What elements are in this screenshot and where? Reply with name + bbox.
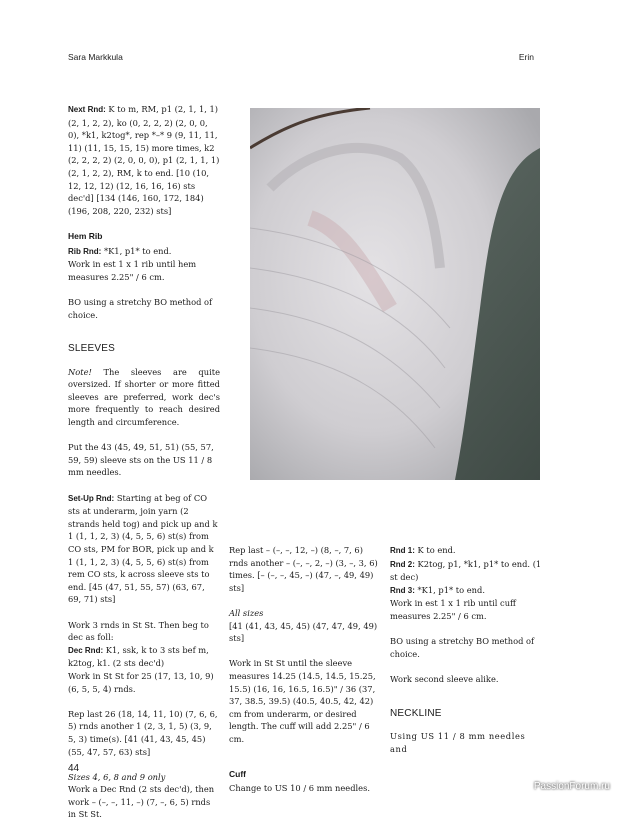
round-3-text: *K1, p1* to end. <box>414 584 485 595</box>
second-sleeve-paragraph: Work second sleeve alike. <box>390 673 499 684</box>
round-1-label: Rnd 1: <box>390 546 415 555</box>
round-2-text: K2tog, p1, *k1, p1* to end. (1 st dec) <box>390 558 542 583</box>
rib-work-paragraph: Work in est 1 x 1 rib until hem measures 2.25" / 6 cm. <box>68 259 197 282</box>
sweater-photo <box>250 108 540 480</box>
setup-round-text: Starting at beg of CO sts at underarm, join yarn (2 strands held tog) and pick up and k 1 (1, 1, 2, 3) (4, 5, 5, 6) st(s) from CO sts, PM for BOR, pick up and k 1 (1, 1, 2, 3) (4, 5, 5, 6) st(s) from rem CO sts, k across sleeve sts to end. [45 (47, 51, 55, 57) (63, 67, 69, 71) sts] <box>68 492 218 605</box>
note-label: Note! <box>68 366 92 377</box>
text-column-2 <box>229 544 381 795</box>
round-1-text: K to end. <box>414 545 456 555</box>
put-stitches-paragraph: Put the 43 (45, 49, 51, 51) (55, 57, 59, 59) sleeve sts on the US 11 / 8 mm needles. <box>68 442 214 478</box>
sleeves-heading: SLEEVES <box>68 343 115 355</box>
round-2-label: Rnd 2: <box>390 559 415 569</box>
round-2-line <box>390 558 542 584</box>
page-number: 44 <box>68 763 80 774</box>
dec-round-label: Dec Rnd: <box>68 645 104 655</box>
hem-rib-heading: Hem Rib <box>68 230 103 241</box>
note-text: The sleeves are quite oversized. If shorter or more fitted sleeves are preferred, work dec's more frequently to reach desired length and circumference. <box>68 366 220 428</box>
all-sizes-subheading: All sizes <box>229 607 264 618</box>
rib-round-line <box>68 245 220 259</box>
round-3-label: Rnd 3: <box>390 585 415 595</box>
rib-round-label: Rib Rnd: <box>68 246 102 256</box>
sweater-photo-art <box>250 108 540 480</box>
round-3-line <box>390 584 542 598</box>
neckline-heading: NECKLINE <box>390 707 442 719</box>
setup-round-paragraph <box>68 492 220 606</box>
work-length-paragraph: Work in St St until the sleeve measures 14.25 (14.5, 14.5, 15.25, 15.5) (16, 16, 16.5, 16.5)" / 36 (37, 37, 38.5, 39.5) (40.5, 40.5, 42, 42) cm from underarm, or desired length. The cuff will add 2.25" / 6 cm. <box>229 658 376 744</box>
cuff-rib-paragraph: Work in est 1 x 1 rib until cuff measures 2.25" / 6 cm. <box>390 598 516 621</box>
neckline-text: Using US 11 / 8 mm needles and <box>390 731 526 754</box>
next-round-label: Next Rnd: <box>68 105 106 114</box>
round-1-line <box>390 544 542 558</box>
sizes-subheading: Sizes 4, 6, 8 and 9 only <box>68 771 166 782</box>
repeat-paragraph: Rep last 26 (18, 14, 11, 10) (7, 6, 6, 5) rnds another 1 (2, 3, 1, 5) (3, 9, 5, 3) time(s). [41 (41, 43, 45, 45) (55, 47, 57, 63) sts] <box>68 708 218 757</box>
running-header-author: Sara Markkula <box>68 52 123 62</box>
running-header-title: Erin <box>518 52 534 62</box>
bind-off-paragraph: BO using a stretchy BO method of choice. <box>68 296 213 320</box>
text-column-1 <box>68 103 220 821</box>
all-sizes-text: [41 (41, 43, 45, 45) (47, 47, 49, 49) sts] <box>229 620 378 644</box>
dec-round-line <box>68 644 220 670</box>
next-round-paragraph <box>68 103 220 217</box>
bind-off-paragraph-2: BO using a stretchy BO method of choice. <box>390 636 535 659</box>
watermark: PassionForum.ru <box>533 781 610 792</box>
repeat-paragraph-2: Rep last – (–, –, 12, –) (8, –, 7, 6) rnds another – (–, –, 2, –) (3, –, 3, 6) times. [– (–, –, 45, –) (47, –, 49, 49) sts] <box>229 545 378 593</box>
cuff-heading: Cuff <box>229 768 246 779</box>
work-st-paragraph: Work in St St for 25 (17, 13, 10, 9) (6, 5, 5, 4) rnds. <box>68 670 214 694</box>
next-round-text: K to m, RM, p1 (2, 1, 1, 1) (2, 1, 2, 2), ko (0, 2, 2, 2) (2, 0, 0, 0), *k1, k2tog*, rep *–* 9 (9, 11, 11, 11) (11, 15, 15, 15) more times, k2 (2, 2, 2, 2) (2, 0, 0, 0), p1 (2, 1, 1, 1) (2, 1, 2, 2), RM, k to end. [10 (10, 12, 12, 12) (12, 16, 16, 16) sts dec'd] [134 (146, 160, 172, 184) (196, 208, 220, 232) sts] <box>68 104 220 216</box>
cuff-text: Change to US 10 / 6 mm needles. <box>229 783 370 794</box>
work-three-rounds: Work 3 rnds in St St. Then beg to dec as foll: <box>68 619 209 643</box>
dec-round-text: K1, ssk, k to 3 sts bef m, k2tog, k1. (2 sts dec'd) <box>68 644 209 669</box>
rib-round-text: *K1, p1* to end. <box>101 245 172 256</box>
sizes-text: Work a Dec Rnd (2 sts dec'd), then work – (–, –, 11, –) (7, –, 6, 5) rnds in St St. <box>68 784 215 820</box>
note-paragraph <box>68 366 220 429</box>
setup-round-label: Set-Up Rnd: <box>68 493 115 503</box>
text-column-3 <box>390 544 542 755</box>
